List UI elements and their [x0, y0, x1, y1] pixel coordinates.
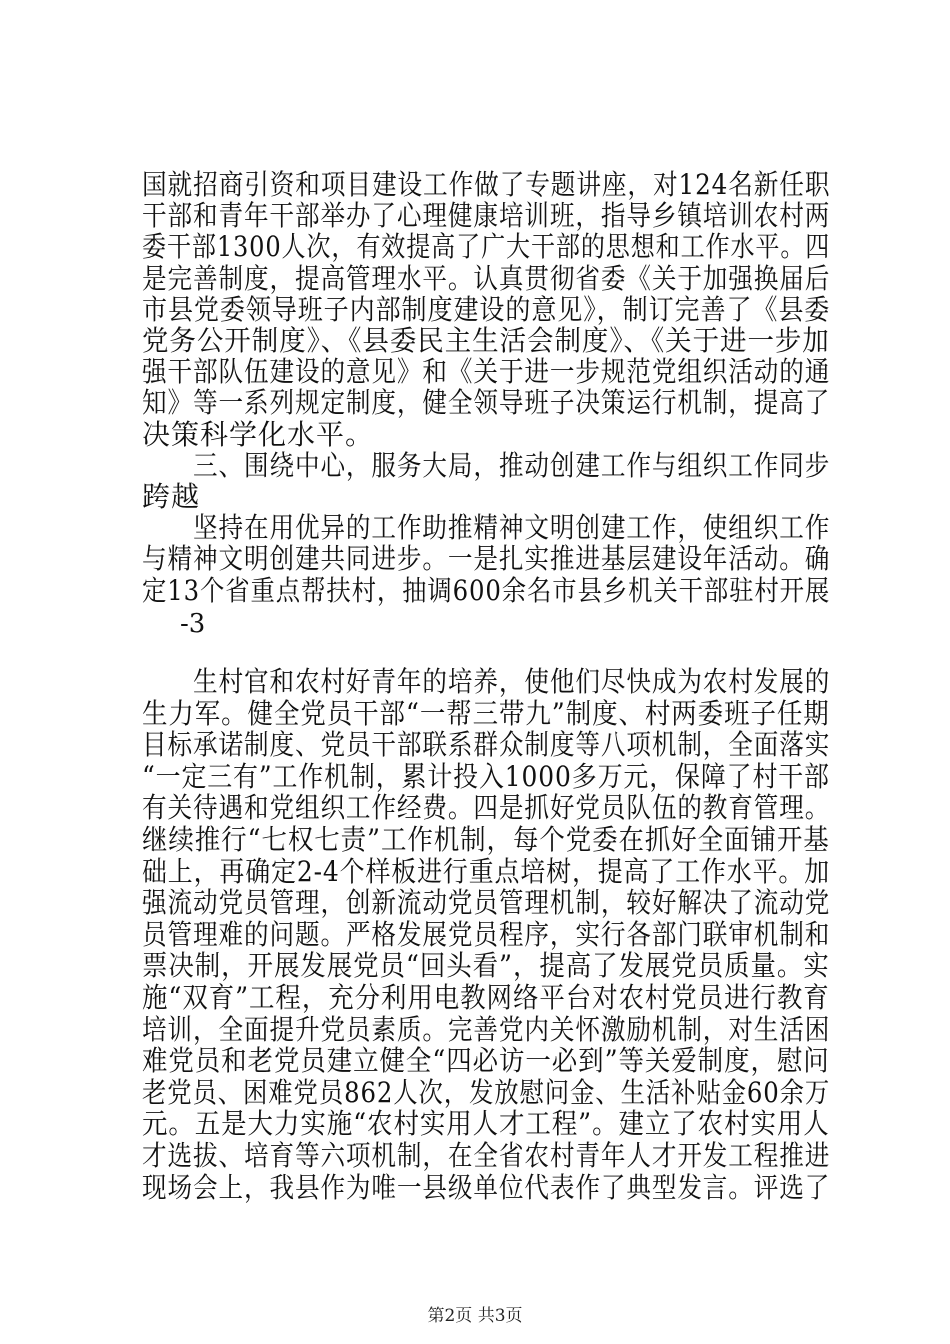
- text-line: 强流动党员管理，创新流动党员管理机制，较好解决了流动党: [142, 886, 831, 920]
- page-marker: -3: [180, 609, 206, 639]
- text-line: 决策科学化水平。: [142, 417, 375, 451]
- text-line: 有关待遇和党组织工作经费。四是抓好党员队伍的教育管理。: [142, 791, 831, 825]
- text-line: 票决制，开展发展党员“回头看”，提高了发展党员质量。实: [142, 949, 830, 983]
- text-line: 坚持在用优异的工作助推精神文明创建工作，使组织工作: [142, 511, 831, 545]
- text-line: 元。五是大力实施“农村实用人才工程”。建立了农村实用人: [142, 1107, 830, 1141]
- text-line: 老党员、困难党员862人次，发放慰问金、生活补贴金60余万: [142, 1075, 831, 1109]
- text-line: 础上，再确定2-4个样板进行重点培树，提高了工作水平。加: [142, 854, 831, 888]
- text-line: 施“双育”工程，充分利用电教网络平台对农村党员进行教育: [142, 981, 830, 1014]
- page-footer: 第2页 共3页: [427, 1306, 523, 1326]
- text-line: 三、围绕中心，服务大局，推动创建工作与组织工作同步: [142, 448, 831, 482]
- text-line: “一定三有”工作机制，累计投入1000多万元，保障了村干部: [142, 759, 830, 793]
- text-line: 知》等一系列规定制度，健全领导班子决策运行机制，提高了: [142, 386, 831, 420]
- text-line: 生村官和农村好青年的培养，使他们尽快成为农村发展的: [142, 665, 831, 698]
- text-line: 干部和青年干部举办了心理健康培训班，指导乡镇培训农村两: [142, 199, 831, 233]
- text-line: 难党员和老党员建立健全“四必访一必到”等关爱制度，慰问: [142, 1044, 830, 1078]
- text-line: 市县党委领导班子内部制度建设的意见》，制订完善了《县委: [142, 292, 831, 326]
- text-line: 委干部1300人次，有效提高了广大干部的思想和工作水平。四: [142, 230, 831, 264]
- text-line: 继续推行“七权七责”工作机制，每个党委在抓好全面铺开基: [142, 823, 830, 856]
- text-line: 跨越: [142, 480, 201, 513]
- text-line: 与精神文明创建共同进步。一是扎实推进基层建设年活动。确: [142, 542, 831, 576]
- text-line: 现场会上，我县作为唯一县级单位代表作了典型发言。评选了: [142, 1170, 831, 1204]
- text-line: 生力军。健全党员干部“一帮三带九”制度、村两委班子任期: [142, 696, 830, 730]
- text-line: 定13个省重点帮扶村，抽调600余名市县乡机关干部驻村开展: [142, 573, 831, 607]
- text-line: 是完善制度，提高管理水平。认真贯彻省委《关于加强换届后: [142, 261, 831, 295]
- text-line: 员管理难的问题。严格发展党员程序，实行各部门联审机制和: [142, 917, 831, 951]
- text-line: 国就招商引资和项目建设工作做了专题讲座，对124名新任职: [142, 168, 831, 201]
- text-line: 才选拔、培育等六项机制，在全省农村青年人才开发工程推进: [142, 1139, 831, 1172]
- text-line: 培训，全面提升党员素质。完善党内关怀激励机制，对生活困: [142, 1012, 831, 1046]
- text-line: 目标承诺制度、党员干部联系群众制度等八项机制，全面落实: [142, 728, 831, 762]
- text-line: 强干部队伍建设的意见》和《关于进一步规范党组织活动的通: [142, 355, 831, 389]
- text-line: 党务公开制度》、《县委民主生活会制度》、《关于进一步加: [142, 324, 830, 357]
